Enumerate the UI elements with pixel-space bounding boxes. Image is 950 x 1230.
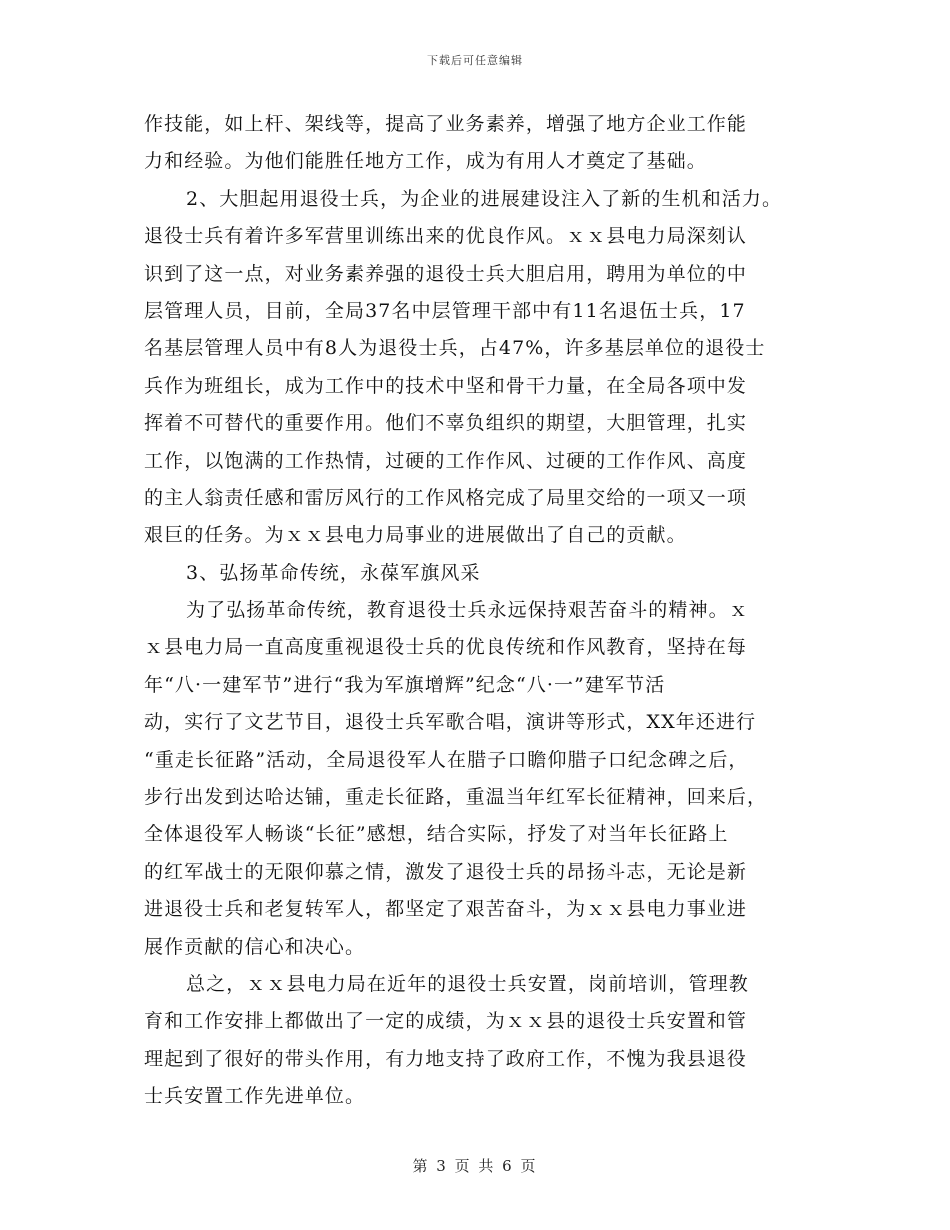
text-line: 力和经验。为他们能胜任地方工作，成为有用人才奠定了基础。 xyxy=(144,150,707,173)
page-number: 第 3 页 共 6 页 xyxy=(412,1157,538,1175)
text-line: “重走长征路”活动，全局退役军人在腊子口瞻仰腊子口纪念碑之后， xyxy=(144,748,749,771)
text-line: 艰巨的任务。为ｘｘ县电力局事业的进展做出了自己的贡献。 xyxy=(144,524,687,547)
text-line: 展作贡献的信心和决心。 xyxy=(144,935,366,958)
text-line: 名基层管理人员中有8人为退役士兵，占47%，许多基层单位的退役士 xyxy=(144,337,766,360)
text-line: 总之，ｘｘ县电力局在近年的退役士兵安置，岗前培训，管理教 xyxy=(186,972,749,995)
text-line: 育和工作安排上都做出了一定的成绩，为ｘｘ县的退役士兵安置和管 xyxy=(144,1010,748,1033)
text-line: 作技能，如上杆、架线等，提高了业务素养，增强了地方企业工作能 xyxy=(144,113,748,135)
text-line: 年“八·一建军节”进行“我为军旗增辉”纪念“八·一”建军节活 xyxy=(144,673,666,696)
text-line: 的红军战士的无限仰慕之情，激发了退役士兵的昂扬斗志，无论是新 xyxy=(144,860,748,883)
text-line: 全体退役军人畅谈“长征”感想，结合实际，抒发了对当年长征路上 xyxy=(144,823,729,846)
text-line: 工作，以饱满的工作热情，过硬的工作作风、过硬的工作作风、高度 xyxy=(144,449,748,472)
text-line: 进退役士兵和老复转军人，都坚定了艰苦奋斗，为ｘｘ县电力事业进 xyxy=(144,898,748,921)
text-line: 理起到了很好的带头作用，有力地支持了政府工作，不愧为我县退役 xyxy=(144,1047,748,1070)
text-line: 兵作为班组长，成为工作中的技术中坚和骨干力量，在全局各项中发 xyxy=(144,374,748,397)
text-line: 动，实行了文艺节目，退役士兵军歌合唱，演讲等形式，XX年还进行 xyxy=(144,711,757,734)
page-header: 下载后可任意编辑 xyxy=(427,54,523,67)
text-line: 的主人翁责任感和雷厉风行的工作风格完成了局里交给的一项又一项 xyxy=(144,486,748,509)
text-line: 挥着不可替代的重要作用。他们不辜负组织的期望，大胆管理，扎实 xyxy=(144,412,748,435)
text-line: ｘ县电力局一直高度重视退役士兵的优良传统和作风教育，坚持在每 xyxy=(144,636,748,659)
text-line: 士兵安置工作先进单位。 xyxy=(144,1085,366,1108)
text-line: 退役士兵有着许多军营里训练出来的优良作风。ｘｘ县电力局深刻认 xyxy=(144,225,748,248)
text-line: 层管理人员，目前，全局37名中层管理干部中有11名退伍士兵，17 xyxy=(144,299,746,322)
text-line: 2、大胆起用退役士兵，为企业的进展建设注入了新的生机和活力。 xyxy=(186,187,783,210)
text-line: 识到了这一点，对业务素养强的退役士兵大胆启用，聘用为单位的中 xyxy=(144,262,748,285)
text-line: 为了弘扬革命传统，教育退役士兵永远保持艰苦奋斗的精神。ｘ xyxy=(186,599,749,622)
text-line: 步行出发到达哈达铺，重走长征路，重温当年红军长征精神，回来后， xyxy=(144,786,768,809)
document-body xyxy=(144,106,834,1116)
text-line: 3、弘扬革命传统，永葆军旗风采 xyxy=(186,561,481,584)
